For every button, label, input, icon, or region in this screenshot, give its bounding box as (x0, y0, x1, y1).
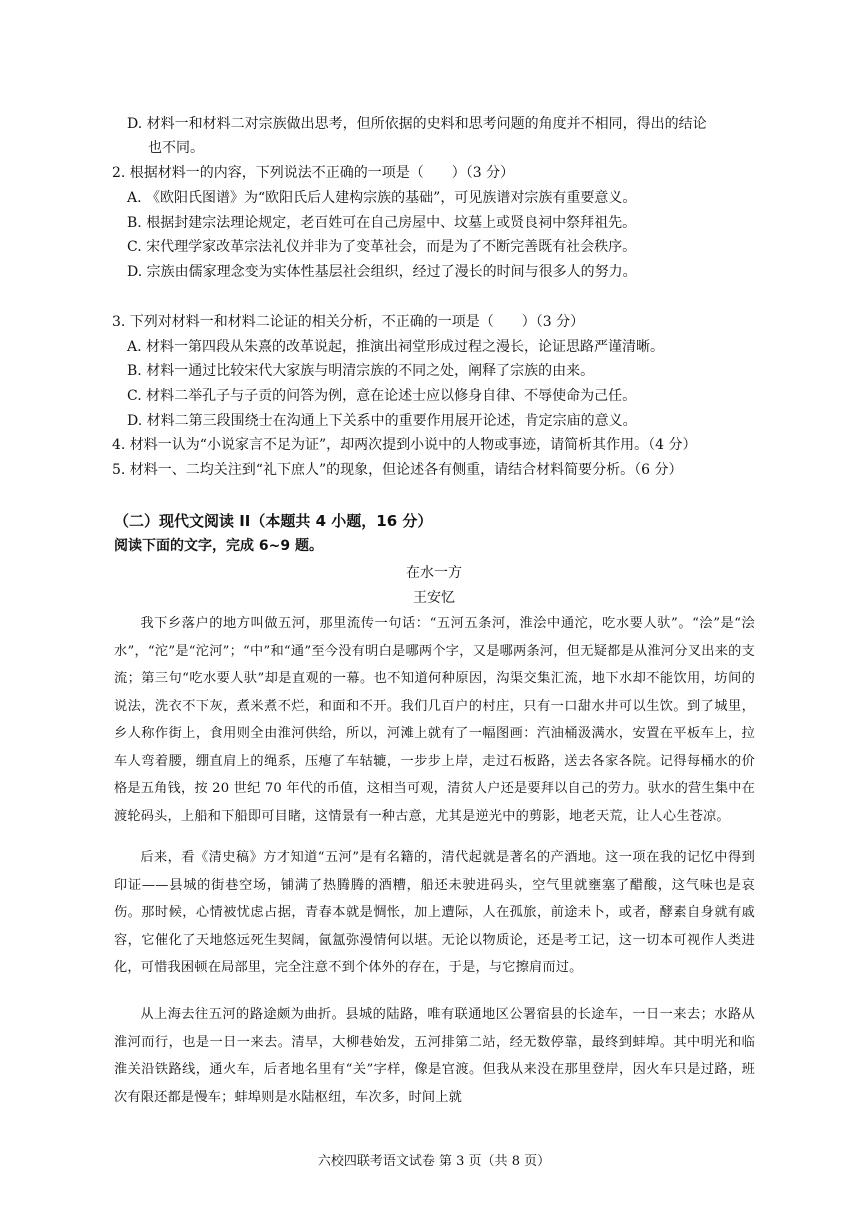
q2-option-b: B. 根据封建宗法理论规定，老百姓可在自己房屋中、坟墓上或贤良祠中祭拜祖先。 (127, 215, 637, 231)
q2-stem: 2. 根据材料一的内容，下列说法不正确的一项是（ ）（3 分） (112, 165, 515, 181)
q3-option-d: D. 材料二第三段围绕士在沟通上下关系中的重要作用展开论述，肯定宗庙的意义。 (127, 413, 637, 429)
article-paragraph-3: 从上海去往五河的路途颇为曲折。县城的陆路，唯有联通地区公署宿县的长途车，一日一来去；水路从淮河而行，也是一日一来去。清早，大柳巷始发，五河排第二站，经无数停靠，最终到蚌埠。其中明光和临淮关沿铁路线，通火车，后者地名里有“关”字样，像是官渡。但我从来没在那里登岸，因火车只是过路，班次有限还都是慢车；蚌埠则是水陆枢纽，车次多，时间上就 (114, 1007, 755, 1105)
article-paragraph-2: 后来，看《清史稿》方才知道“五河”是有名籍的，清代起就是著名的产酒地。这一项在我的记忆中得到印证——县城的街巷空场，铺满了热腾腾的酒糟，船还未驶进码头，空气里就壅塞了醋酸，这气味也是哀伤。那时候，心情被忧虑占据，青春本就是惆怅，加上遭际，人在孤旅，前途未卜，或者，酵素自身就有戚容，它催化了天地悠远死生契阔，氤氲弥漫情何以堪。无论以物质论，还是考工记，这一切本可视作人类进化，可惜我困顿在局部里，完全注意不到个体外的存在，于是，与它擦肩而过。 (114, 850, 755, 975)
q3-option-a: A. 材料一第四段从朱熹的改革说起，推演出祠堂形成过程之漫长，论证思路严谨清晰。 (127, 339, 665, 355)
q4-stem: 4. 材料一认为“小说家言不足为证”，却两次提到小说中的人物或事迹，请简析其作用。（4 分） (112, 437, 697, 453)
q5-stem: 5. 材料一、二均关注到“礼下庶人”的现象，但论述各有侧重，请结合材料简要分析。（6 分） (112, 462, 683, 478)
q3-option-c: C. 材料二举孔子与子贡的问答为例，意在论述士应以修身自律、不辱使命为己任。 (127, 388, 637, 404)
article-author: 王安忆 (413, 590, 455, 606)
q3-option-b: B. 材料一通过比较宋代大家族与明清宗族的不同之处，阐释了宗族的由来。 (127, 363, 595, 379)
page-footer: 六校四联考语文试卷 第 3 页（共 8 页） (317, 1154, 551, 1169)
section-instruction: 阅读下面的文字，完成 6~9 题。 (114, 538, 323, 554)
q1-option-d-line1: D. 材料一和材料二对宗族做出思考，但所依据的史料和思考问题的角度并不相同，得出的结论 (127, 116, 707, 132)
section-heading: （二）现代文阅读 II（本题共 4 小题，16 分） (114, 512, 433, 530)
article-title: 在水一方 (406, 565, 462, 581)
q3-stem: 3. 下列对材料一和材料二论证的相关分析，不正确的一项是（ ）（3 分） (112, 314, 585, 330)
q2-option-a: A. 《欧阳氏图谱》为“欧阳氏后人建构宗族的基础”，可见族谱对宗族有重要意义。 (127, 190, 637, 206)
q1-option-d-line2: 也不同。 (148, 140, 204, 156)
q2-option-d: D. 宗族由儒家理念变为实体性基层社会组织，经过了漫长的时间与很多人的努力。 (127, 264, 637, 280)
q2-option-c: C. 宋代理学家改革宗法礼仪并非为了变革社会，而是为了不断完善既有社会秩序。 (127, 239, 637, 255)
article-paragraph-1: 我下乡落户的地方叫做五河，那里流传一句话：“五河五条河，淮浍中通沱，吃水要人驮”。“浍”是“浍水”，“沱”是“沱河”；“中”和“通”至今没有明白是哪两个字，又是哪两条河，但无疑都是从淮河分叉出来的支流；第三句“吃水要人驮”却是直观的一幕。也不知道何种原因，沟渠交集汇流，地下水却不能饮用，坊间的说法，洗衣不下灰，煮米煮不烂，和面和不开。我们几百户的村庄，只有一口甜水井可以生饮。到了城里，乡人称作街上，食用则全由淮河供给，所以，河滩上就有了一幅图画：汽油桶汲满水，安置在平板车上，拉车人弯着腰，绷直肩上的绳系，压瘪了车轱辘，一步步上岸，走过石板路，送去各家各院。记得每桶水的价格是五角钱，按 20 世纪 70 年代的币值，这相当可观，清贫人户还是要拜以自己的劳力。驮水的营生集中在渡轮码头，上船和下船即可目睹，这情景有一种古意，尤其是逆光中的剪影，地老天荒，让人心生苍凉。 (114, 616, 755, 824)
